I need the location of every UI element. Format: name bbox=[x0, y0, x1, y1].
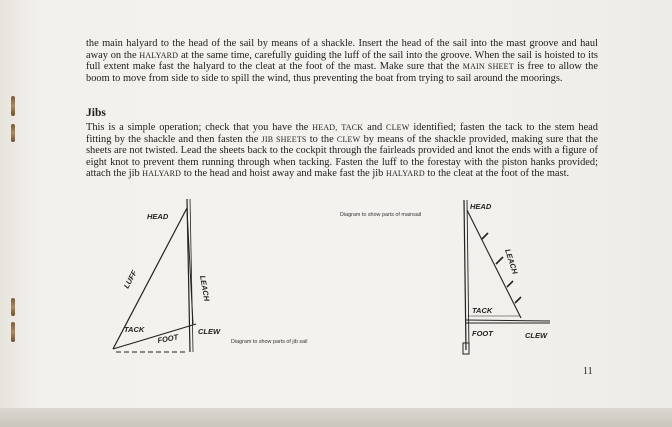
main-batten-1 bbox=[482, 233, 488, 239]
paragraph-mainsail: the main halyard to the head of the sail by means of a shackle. Insert the head of the sail into the mast groove and haul away on the HALYARD at the same time, carefully guiding the luff of the sail into the groove. When the sail is hoisted to its full extent make fast the halyard to the cleat at the foot of the mast. Make sure that the MAIN SHEET is free to allow the boom to move from side to side to spill the wind, thus preventing the boat from trying to sail around the moorings. bbox=[86, 38, 598, 84]
jib-label-clew: CLEW bbox=[198, 327, 221, 336]
jib-label-head: HEAD bbox=[147, 212, 169, 221]
jib-label-leach: LEACH bbox=[198, 274, 212, 302]
main-label-foot: FOOT bbox=[472, 329, 493, 338]
main-caption: Diagram to show parts of mainsail bbox=[340, 212, 422, 218]
main-boom-line bbox=[466, 320, 550, 321]
jib-label-luff: LUFF bbox=[121, 268, 139, 290]
main-batten-3 bbox=[507, 281, 513, 287]
main-label-clew: CLEW bbox=[525, 331, 548, 340]
page-bottom-edge bbox=[0, 408, 672, 427]
jib-caption: Diagram to show parts of jib sail bbox=[231, 339, 308, 345]
section-heading-jibs: Jibs bbox=[86, 107, 106, 119]
main-mast-line bbox=[464, 200, 466, 350]
paragraph-jibs: This is a simple operation; check that you have the HEAD, TACK and CLEW identified; fasten the tack to the stem head fitting by the shackle and then fasten the JIB SHEETS to the CLEW by means of the shackle provided, making sure that the sheets are not twisted. Lead the sheets back to the cockpit through the fairleads provided and knot the ends with a figure of eight knot to prevent them running through when tacking. Fasten the luff to the forestay with the piston hanks provided; attach the jib HALYARD to the head and hoist away and make fast the jib HALYARD to the cleat at the foot of the mast. bbox=[86, 122, 598, 180]
main-mast-line-2 bbox=[467, 200, 469, 350]
jib-label-foot: FOOT bbox=[156, 332, 179, 345]
main-label-tack: TACK bbox=[472, 306, 493, 315]
main-label-leach: LEACH bbox=[503, 247, 520, 276]
main-batten-4 bbox=[515, 297, 521, 303]
main-batten-2 bbox=[496, 257, 503, 264]
main-label-head: HEAD bbox=[470, 202, 492, 211]
page-number: 11 bbox=[583, 366, 593, 377]
jib-label-tack: TACK bbox=[124, 325, 145, 334]
